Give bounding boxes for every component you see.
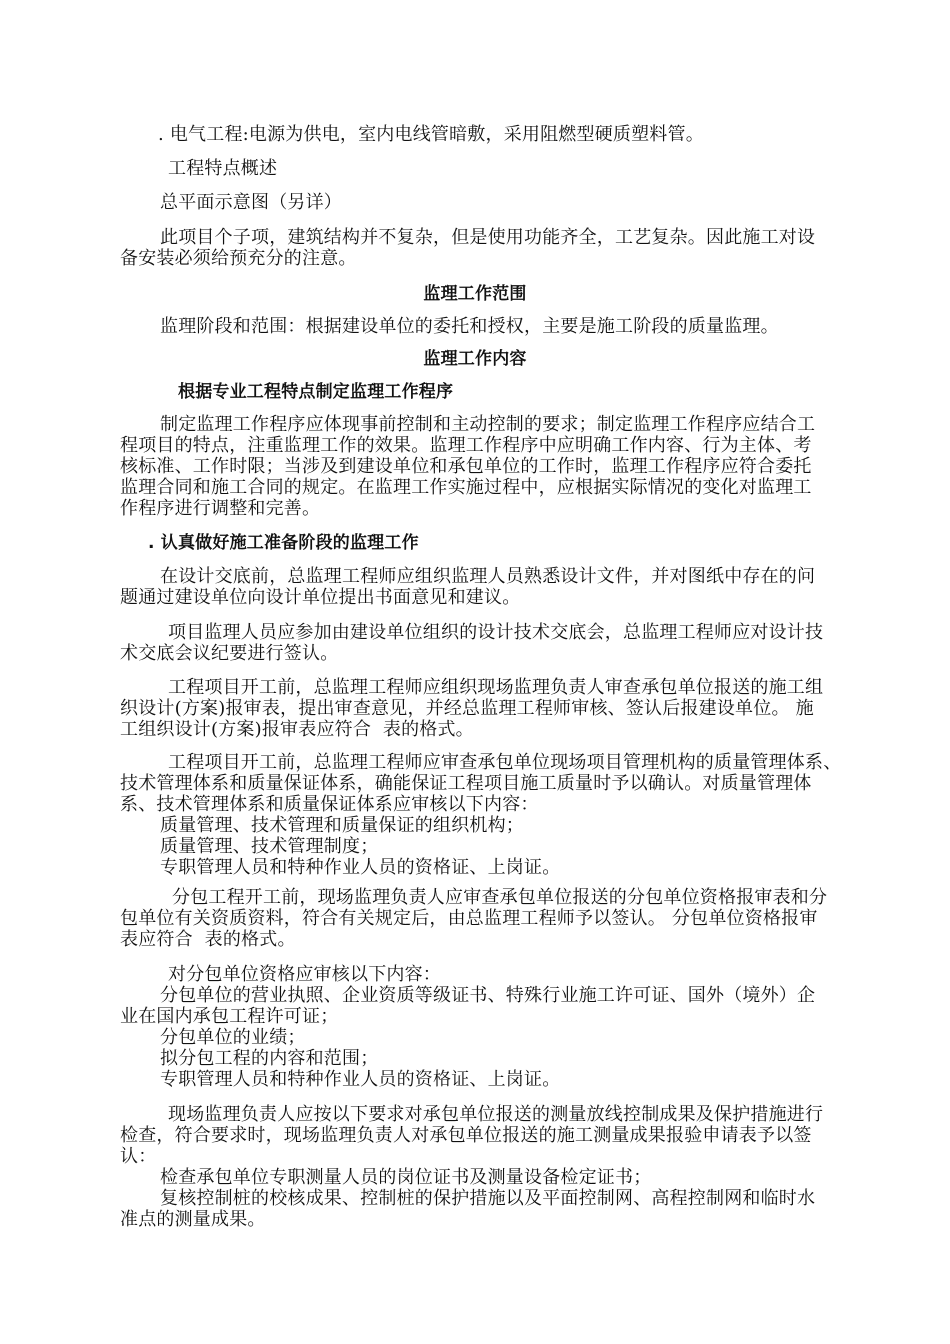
- section-heading-content: 监理工作内容: [423, 349, 527, 369]
- paragraph-electrical: . 电气工程:电源为供电，室内电线管暗敷，采用阻燃型硬质塑料管。: [158, 124, 704, 145]
- paragraph-line: 作程序进行调整和完善。: [120, 498, 321, 519]
- paragraph-line: 认：: [120, 1146, 157, 1167]
- list-item-continuation: 业在国内承包工程许可证；: [120, 1006, 339, 1027]
- list-item: 质量管理、技术管理制度；: [160, 836, 379, 857]
- list-item: 专职管理人员和特种作业人员的资格证、上岗证。: [160, 1069, 561, 1090]
- paragraph-line: 工程项目开工前，总监理工程师应审查承包单位现场项目管理机构的质量管理体系、: [168, 752, 842, 773]
- paragraph-line: 工组织设计(方案)报审表应符合 表的格式。: [120, 719, 474, 740]
- list-item: 分包单位的营业执照、企业资质等级证书、特殊行业施工许可证、国外（境外）企: [160, 985, 816, 1006]
- paragraph-line: 系、技术管理体系和质量保证体系应审核以下内容：: [120, 794, 539, 815]
- paragraph-line: 制定监理工作程序应体现事前控制和主动控制的要求；制定监理工作程序应结合工: [160, 414, 816, 435]
- paragraph-line: 包单位有关资质资料，符合有关规定后，由总监理工程师予以签认。 分包单位资格报审: [120, 908, 818, 929]
- paragraph-line: 在设计交底前，总监理工程师应组织监理人员熟悉设计文件，并对图纸中存在的问: [160, 566, 816, 587]
- paragraph-scope: 监理阶段和范围：根据建设单位的委托和授权，主要是施工阶段的质量监理。: [160, 316, 779, 337]
- paragraph-line: 现场监理负责人应按以下要求对承包单位报送的测量放线控制成果及保护措施进行: [168, 1104, 824, 1125]
- paragraph-line: 程项目的特点，注重监理工作的效果。监理工作程序中应明确工作内容、行为主体、考: [120, 435, 812, 456]
- paragraph-line: 监理合同和施工合同的规定。在监理工作实施过程中，应根据实际情况的变化对监理工: [120, 477, 812, 498]
- list-item: 拟分包工程的内容和范围；: [160, 1048, 379, 1069]
- heading-project-features: 工程特点概述: [168, 158, 278, 179]
- list-item: 专职管理人员和特种作业人员的资格证、上岗证。: [160, 857, 561, 878]
- paragraph-line: 表应符合 表的格式。: [120, 929, 296, 950]
- paragraph-line: 检查，符合要求时，现场监理负责人对承包单位报送的施工测量成果报验申请表予以签: [120, 1125, 812, 1146]
- paragraph-line: 织设计(方案)报审表，提出审查意见，并经总监理工程师审核、签认后报建设单位。 施: [120, 698, 814, 719]
- list-item: 分包单位的业绩；: [160, 1027, 306, 1048]
- section-heading-scope: 监理工作范围: [423, 284, 527, 304]
- paragraph-line: 核标准、工作时限；当涉及到建设单位和承包单位的工作时，监理工作程序应符合委托: [120, 456, 812, 477]
- subheading-preparation: . 认真做好施工准备阶段的监理工作: [148, 533, 419, 553]
- paragraph-line: 工程项目开工前，总监理工程师应组织现场监理负责人审查承包单位报送的施工组: [168, 677, 824, 698]
- paragraph-line: 对分包单位资格应审核以下内容：: [168, 964, 441, 985]
- paragraph-line: 项目监理人员应参加由建设单位组织的设计技术交底会，总监理工程师应对设计技: [168, 622, 824, 643]
- paragraph-line: 此项目个子项，建筑结构并不复杂，但是使用功能齐全，工艺复杂。因此施工对设: [160, 227, 816, 248]
- paragraph-line: 技术管理体系和质量保证体系，确能保证工程项目施工质量时予以确认。对质量管理体: [120, 773, 812, 794]
- list-item: 检查承包单位专职测量人员的岗位证书及测量设备检定证书；: [160, 1167, 652, 1188]
- paragraph-line: 备安装必须给预充分的注意。: [120, 248, 357, 269]
- paragraph-line: 题通过建设单位向设计单位提出书面意见和建议。: [120, 587, 521, 608]
- paragraph-line: 分包工程开工前，现场监理负责人应审查承包单位报送的分包单位资格报审表和分: [172, 887, 828, 908]
- list-item: 复核控制桩的校核成果、控制桩的保护措施以及平面控制网、高程控制网和临时水: [160, 1188, 816, 1209]
- paragraph-site-plan: 总平面示意图（另详）: [160, 192, 342, 213]
- subheading-procedure: 根据专业工程特点制定监理工作程序: [178, 382, 454, 402]
- paragraph-line: 术交底会议纪要进行签认。: [120, 643, 339, 664]
- list-item: 质量管理、技术管理和质量保证的组织机构；: [160, 815, 524, 836]
- list-item-continuation: 准点的测量成果。: [120, 1209, 266, 1230]
